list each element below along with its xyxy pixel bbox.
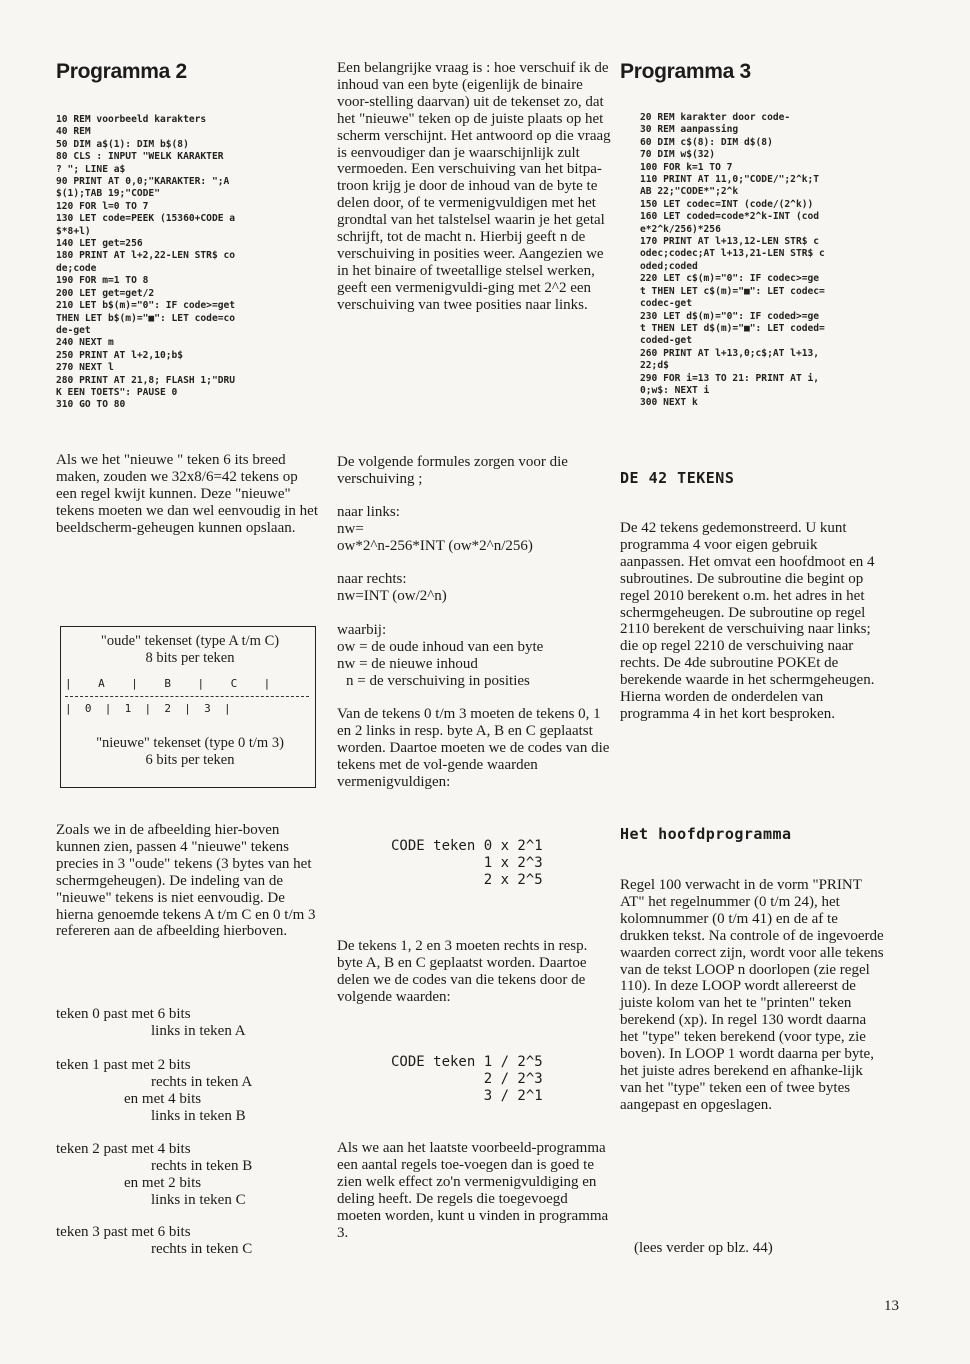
teken-0-line: teken 0 past met 6 bits — [56, 1006, 191, 1022]
page-number: 13 — [884, 1298, 899, 1314]
teken-3-description — [56, 1224, 318, 1258]
section-heading-hoofdprogramma: Het hoofdprogramma — [620, 825, 792, 843]
teken-0-line: links in teken A — [151, 1022, 246, 1039]
formula-rechts — [337, 571, 612, 605]
multiply-row: CODE teken 0 x 2^1 — [391, 838, 543, 854]
formula-rechts-line: nw=INT (ow/2^n) — [337, 587, 447, 604]
divide-row: CODE teken 1 / 2^5 — [391, 1054, 543, 1070]
teken-2-line: en met 2 bits — [124, 1174, 202, 1191]
continued-note: (lees verder op blz. 44) — [634, 1240, 773, 1256]
new-tekenset-slots: | 0 | 1 | 2 | 3 | — [65, 702, 231, 715]
teken-1-line: teken 1 past met 2 bits — [56, 1057, 191, 1073]
teken-2-line: links in teken C — [151, 1191, 246, 1208]
program-2-heading: Programma 2 — [56, 60, 187, 83]
teken-1-line: links in teken B — [151, 1107, 246, 1124]
new-tekenset-bits: 6 bits per teken — [145, 752, 235, 768]
tekenset-diagram — [60, 626, 316, 788]
legend-line: nw = de nieuwe inhoud — [337, 655, 478, 672]
program-3-heading: Programma 3 — [620, 60, 751, 83]
column-left — [56, 60, 318, 1300]
program-3-listing: 20 REM karakter door code- 30 REM aanpassing 60 DIM c$(8): DIM d$(8) 70 DIM w$(32) 100 FOR k=1 TO 7 110 PRINT AT 11,0;"CODE/";2^k;T AB 22;"CODE*";2^k 150 LET codec=INT (code/(2^k)) 160 LET coded=code*2^k-INT (cod e*2^k/256)*256 170 PRINT AT l+13,12-LEN STR$ c odec;codec;AT l+13,21-LEN STR$ c oded;coded 220 LET c$(m)="0": IF codec>=ge t THEN LET c$(m)="■": LET codec= codec-get 230 LET d$(m)="0": IF coded>=ge t THEN LET d$(m)="■": LET coded= coded-get 260 PRINT AT l+13,0;c$;AT l+13, 22;d$ 290 FOR i=13 TO 21: PRINT AT i, 0;w$: NEXT i 300 NEXT k — [640, 112, 825, 409]
divider — [65, 696, 309, 697]
column-middle — [337, 60, 612, 1300]
paragraph-programma-3-ref: Als we aan het laatste voorbeeld-programma een aantal regels toe-voegen dan is goed te zien welk effect zo'n vermenigvuldiging en deling heeft. De regels die toegevoegd moeten worden, kunt u vinden in programma 3. — [337, 1140, 609, 1241]
legend-line: n = de verschuiving in posities — [346, 672, 530, 689]
paragraph-links-plaatsen: Van de tekens 0 t/m 3 moeten de tekens 0, 1 en 2 links in resp. byte A, B en C geplaatst worden. Daartoe moeten we de codes van die tekens met de vol-gende waarden vermenigvuldigen: — [337, 706, 610, 790]
teken-3-line: teken 3 past met 6 bits — [56, 1224, 191, 1240]
program-2-listing: 10 REM voorbeeld karakters 40 REM 50 DIM a$(1): DIM b$(8) 80 CLS : INPUT "WELK KARAKTER ? "; LINE a$ 90 PRINT AT 0,0;"KARAKTER: ";A $(1);TAB 19;"CODE" 120 FOR l=0 TO 7 130 LET code=PEEK (15360+CODE a $*8+l) 140 LET get=256 180 PRINT AT l+2,22-LEN STR$ co de;code 190 FOR m=1 TO 8 200 LET get=get/2 210 LET b$(m)="0": IF code>=get THEN LET b$(m)="■": LET code=co de-get 240 NEXT m 250 PRINT AT l+2,10;b$ 270 NEXT l 280 PRINT AT 21,8; FLASH 1;"DRU K EEN TOETS": PAUSE 0 310 GO TO 80 — [56, 114, 236, 411]
teken-2-line: rechts in teken B — [151, 1157, 253, 1174]
paragraph-afbeelding: Zoals we in de afbeelding hier-boven kunnen zien, passen 4 "nieuwe" tekens precies in 3 "oude" tekens (3 bytes van het schermgeheugen). De indeling van de "nieuwe" tekens is niet eenvoudig. De hierna genoemde tekens A t/m C en 0 t/m 3 refereren aan de afbeelding hierboven. — [56, 822, 316, 940]
formula-rechts-label: naar rechts: — [337, 571, 407, 587]
teken-1-line: rechts in teken A — [151, 1073, 253, 1090]
old-tekenset-bits: 8 bits per teken — [145, 650, 235, 666]
divide-row: 2 / 2^3 — [391, 1071, 543, 1087]
old-tekenset-slots: | A | B | C | — [65, 677, 271, 690]
formula-legend — [337, 622, 612, 690]
paragraph-verschuiving: Een belangrijke vraag is : hoe verschuif ik de inhoud van een byte (eigenlijk de binaire voor-stelling daarvan) uit de tekenset zo, dat het "nieuwe" teken op de juiste plaats op het scherm verschijnt. Het antwoord op die vraag is eenvoudiger dan je waarschijnlijk zult vermoeden. Een verschuiving van het bitpa-troon krijg je door de inhoud van de byte te delen door, of te vermenigvuldigen met het grondtal van het talstelsel waarin je het getal schrijft, tot de macht n. Hierbij geeft n de verschuiving in posities weer. Aangezien we in het binaire of tweetallige stelsel werken, geeft een vermenigvuldi-ging met 2^2 een verschuiving van twee posities naar links. — [337, 60, 611, 313]
legend-line: ow = de oude inhoud van een byte — [337, 638, 544, 655]
formula-links-label: naar links: — [337, 504, 400, 520]
column-right — [620, 60, 885, 1300]
teken-1-line: en met 4 bits — [124, 1090, 202, 1107]
paragraph-formules-intro: De volgende formules zorgen voor die verschuiving ; — [337, 454, 568, 487]
teken-2-line: teken 2 past met 4 bits — [56, 1141, 191, 1157]
divide-row: 3 / 2^1 — [391, 1088, 543, 1104]
formula-links-line: ow*2^n-256*INT (ow*2^n/256) — [337, 537, 533, 554]
paragraph-42-tekens-intro: Als we het "nieuwe " teken 6 its breed maken, zouden we 32x8/6=42 tekens op een regel kwijt kunnen. Deze "nieuwe" tekens moeten we dan wel eenvoudig in het beeldscherm-geheugen kunnen opslaan. — [56, 452, 319, 536]
teken-2-description — [56, 1141, 318, 1209]
multiply-row: 1 x 2^3 — [391, 855, 543, 871]
teken-3-line: rechts in teken C — [151, 1240, 253, 1257]
multiply-row: 2 x 2^5 — [391, 872, 543, 888]
formula-links-line: nw= — [337, 520, 364, 537]
new-tekenset-label: "nieuwe" tekenset (type 0 t/m 3) — [96, 735, 284, 751]
paragraph-rechts-plaatsen: De tekens 1, 2 en 3 moeten rechts in resp. byte A, B en C geplaatst worden. Daartoe delen we de codes van die tekens door de volgende waarden: — [337, 938, 588, 1005]
formula-links — [337, 504, 612, 555]
paragraph-hoofdprogramma: Regel 100 verwacht in de vorm "PRINT AT" het regelnummer (0 t/m 24), het kolomnummer (0 t/m 41) en de af te drukken tekst. Na controle of de ingevoerde waarden correct zijn, wordt voor alle tekens van de tekst LOOP n doorlopen (zie regel 110). In deze LOOP wordt allereerst de juiste kolom van het te "printen" teken berekend (xp). In regel 130 wordt daarna het "type" teken berekend (voor type, zie boven). In LOOP 1 wordt daarna per byte, het juiste adres berekend en afhanke-lijk van het "type" teken een of twee bytes aangepast en opgeslagen. — [620, 877, 884, 1113]
old-tekenset-label: "oude" tekenset (type A t/m C) — [100, 633, 280, 649]
section-heading-42-tekens: DE 42 TEKENS — [620, 469, 735, 487]
teken-0-description — [56, 1006, 318, 1040]
teken-1-description — [56, 1057, 318, 1125]
legend-label: waarbij: — [337, 622, 387, 638]
paragraph-42-tekens: De 42 tekens gedemonstreerd. U kunt programma 4 voor eigen gebruik aanpassen. Het omvat een hoofdmoot en 4 subroutines. De subroutine die begint op regel 2010 berekent o.m. het adres in het schermgeheugen. De subroutine op regel 2110 berekent de verschuiving naar links; die op regel 2210 de verschuiving naar rechts. De 4de subroutine POKEt de berekende waarde in het schermgeheugen. Hierna worden de onderdelen van programma 4 in het kort besproken. — [620, 520, 875, 722]
